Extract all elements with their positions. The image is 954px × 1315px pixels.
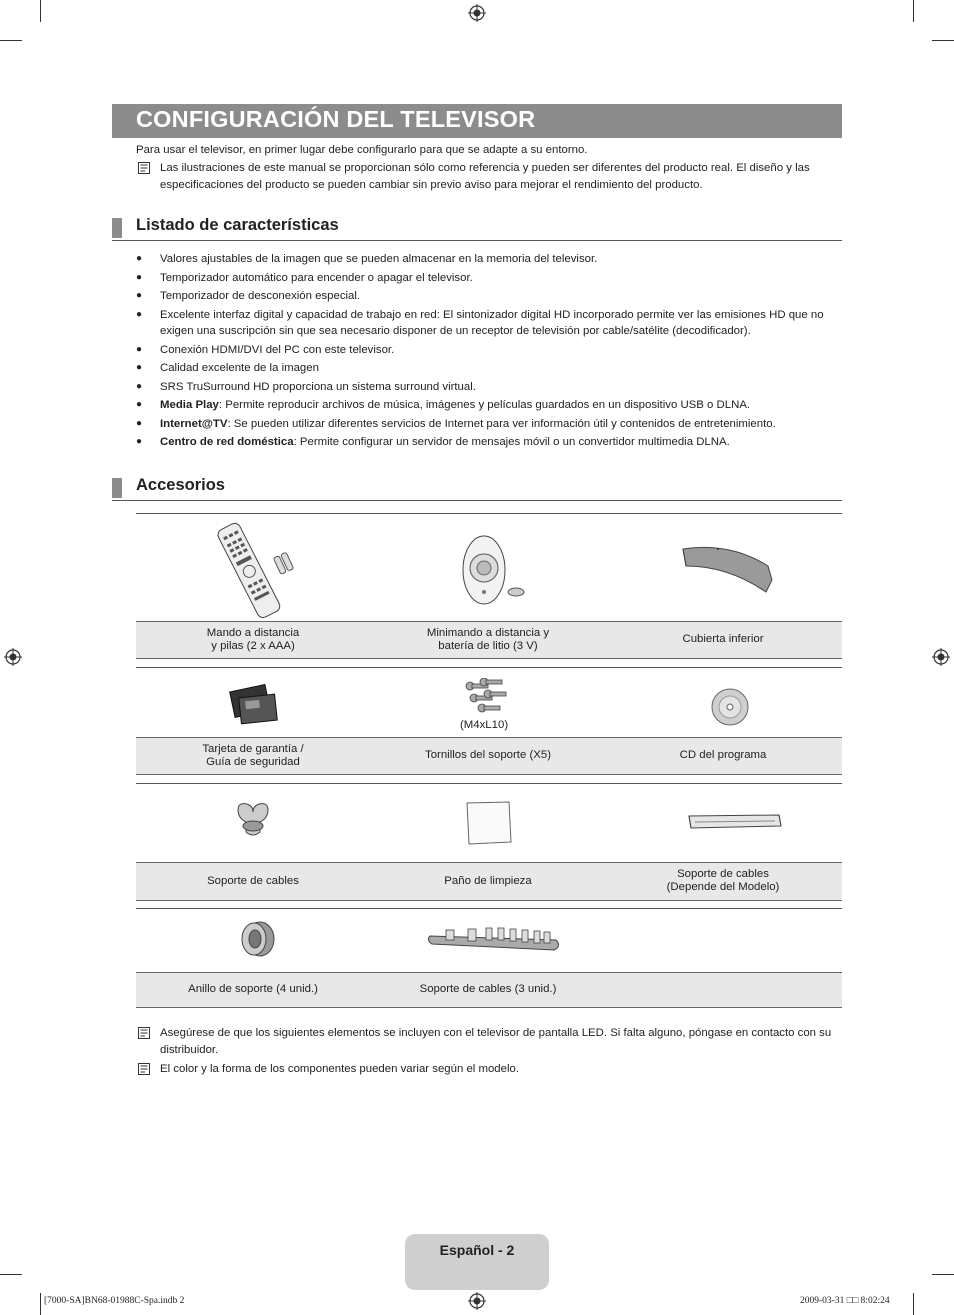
accessory-label: Soporte de cables (207, 875, 299, 887)
note-text: Asegúrese de que los siguientes elementos se incluyen con el televisor de pantalla LED. Si falta alguno, póngase en contacto con su distribuidor. (160, 1027, 832, 1056)
warranty-card-icon (228, 684, 280, 726)
accessory-label: Soporte de cables (3 unid.) (419, 983, 557, 995)
cd-icon (711, 688, 749, 726)
list-item: ● Calidad excelente de la imagen (136, 360, 841, 377)
features-heading-label: Listado de características (136, 216, 339, 234)
intro-note (136, 160, 842, 194)
mini-remote-icon (460, 534, 526, 606)
list-item: ● Internet@TV: Se pueden utilizar diferentes servicios de Internet para ver información útil y contenidos de entretenimiento. (136, 416, 841, 433)
accessory-label: Tornillos del soporte (X5) (425, 749, 551, 761)
print-file-info: [7000-SA]BN68-01988C-Spa.indb 2 (44, 1296, 185, 1306)
note-icon (138, 162, 150, 174)
note-text: El color y la forma de los componentes pueden variar según el modelo. (160, 1063, 520, 1075)
list-item: ● Conexión HDMI/DVI del PC con este televisor. (136, 342, 841, 359)
screw-spec: (M4xL10) (460, 719, 509, 731)
registration-mark-icon (4, 648, 22, 666)
list-item: ● Temporizador de desconexión especial. (136, 288, 841, 305)
print-timestamp: 2009-03-31 □□ 8:02:24 (800, 1296, 890, 1306)
note-icon (138, 1063, 150, 1075)
note-icon (138, 1027, 150, 1039)
list-item: ● Excelente interfaz digital y capacidad de trabajo en red: El sintonizador digital HD incorporado permite ver las emisiones HD que no exigen una suscripción sin que sea necesario disponer de un receptor de televisión por cable/satélite (decodificador). (136, 307, 841, 340)
cable-holder-long-icon (685, 812, 783, 834)
accessory-label: CD del programa (679, 749, 767, 761)
accessories-label-row (136, 621, 842, 659)
page-number: Español - 2 (439, 1242, 515, 1258)
features-list (136, 251, 841, 453)
remote-control-icon (212, 518, 307, 620)
cable-holder-icon (232, 800, 274, 842)
intro-text: Para usar el televisor, en primer lugar debe configurarlo para que se adapte a su entorno. (136, 144, 588, 156)
bottom-cover-icon (680, 544, 775, 594)
accessories-label-row (136, 862, 842, 901)
note-item (136, 1025, 842, 1059)
list-item: ● Centro de red doméstica: Permite configurar un servidor de mensajes móvil o un convertidor multimedia DLNA. (136, 434, 841, 451)
cleaning-cloth-icon (465, 800, 513, 846)
registration-mark-icon (468, 4, 486, 22)
registration-mark-icon (932, 648, 950, 666)
note-item (136, 1061, 842, 1078)
list-item: ● Valores ajustables de la imagen que se pueden almacenar en la memoria del televisor. (136, 251, 841, 268)
accessory-label: Paño de limpieza (444, 875, 532, 887)
accessories-heading (112, 476, 842, 501)
accessory-label: Tarjeta de garantía / Guía de seguridad (202, 743, 304, 768)
accessory-label: Cubierta inferior (682, 633, 764, 645)
accessory-label: Mando a distancia y pilas (2 x AAA) (206, 627, 300, 652)
list-item: ● Media Play: Permite reproducir archivos de música, imágenes y películas guardados en un dispositivo USB o DLNA. (136, 397, 841, 414)
cable-holders-set-icon (428, 924, 562, 954)
list-item: ● Temporizador automático para encender o apagar el televisor. (136, 270, 841, 287)
registration-mark-icon (468, 1292, 486, 1310)
features-heading (112, 216, 842, 241)
page-number-tab (405, 1234, 549, 1290)
page-title-bar (112, 104, 842, 138)
page-title: CONFIGURACIÓN DEL TELEVISOR (136, 106, 536, 132)
accessory-label: Minimando a distancia y batería de litio (3 V) (426, 627, 550, 652)
list-item: ● SRS TruSurround HD proporciona un sistema surround virtual. (136, 379, 841, 396)
accessories-label-row (136, 737, 842, 775)
accessories-label-row (136, 972, 842, 1008)
accessory-label: Anillo de soporte (4 unid.) (188, 983, 318, 995)
accessory-label: Soporte de cables (Depende del Modelo) (666, 868, 780, 893)
screws-icon (462, 678, 516, 716)
support-ring-icon (238, 920, 278, 958)
intro-note-text: Las ilustraciones de este manual se proporcionan sólo como referencia y pueden ser diferentes del producto real. El diseño y las especificaciones del producto se pueden cambiar sin previo aviso para mejorar el rendimiento del producto. (160, 162, 810, 191)
accessories-heading-label: Accesorios (136, 476, 225, 494)
